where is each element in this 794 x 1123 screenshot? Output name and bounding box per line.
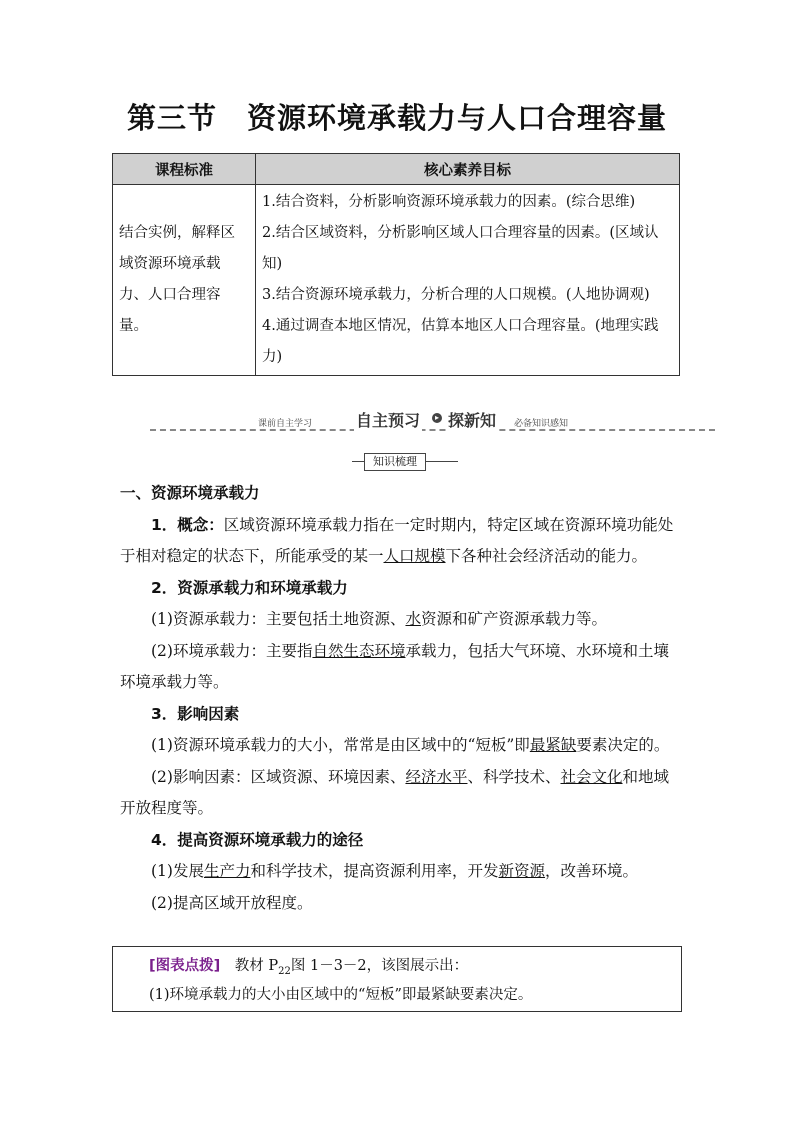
table-header-row (113, 154, 680, 185)
paragraph: (2)影响因素：区域资源、环境因素、经济水平、科学技术、社会文化和地域开放程度等。 (120, 767, 670, 817)
banner-title-left: 自主预习 (354, 408, 422, 431)
goal-item: 4.通过调查本地区情况，估算本地区人口合理容量。(地理实践力) (262, 318, 659, 365)
underlined-term: 新资源 (498, 862, 546, 880)
table-header-goals: 核心素养目标 (256, 154, 680, 185)
banner-arrow-icon: ▸ (432, 413, 442, 423)
underlined-term: 生产力 (203, 862, 251, 880)
literacy-goals-cell (256, 185, 680, 376)
subsection-heading: 4．提高资源环境承载力的途径 (151, 830, 364, 849)
tip-line: (1)环境承载力的大小由区域中的“短板”即最紧缺要素决定。 (149, 987, 533, 1003)
paragraph: (2)环境承载力：主要指自然生态环境承载力，包括大气环境、水环境和土壤环境承载力等。 (120, 641, 669, 691)
banner-title-right: 探新知 (446, 408, 498, 431)
paragraph: (1)资源环境承载力的大小，常常是由区域中的“短板”即最紧缺要素决定的。 (151, 736, 670, 754)
banner-left-caption: 课前自主学习 (258, 419, 313, 429)
goal-item: 3.结合资源环境承载力，分析合理的人口规模。(人地协调观) (262, 287, 650, 303)
underlined-term: 人口规模 (383, 547, 446, 565)
table-header-standard: 课程标准 (113, 154, 256, 185)
knowledge-tag: 知识梳理 (364, 453, 426, 471)
table-row (113, 185, 680, 376)
underlined-term: 经济水平 (405, 767, 468, 786)
page-title: 第三节 资源环境承载力与人口合理容量 (126, 101, 667, 135)
curriculum-standard-cell: 结合实例，解释区域资源环境承载力、人口合理容量。 (113, 185, 256, 376)
subsection-heading: 3．影响因素 (151, 704, 240, 723)
tip-line: [图表点拨] 教材 $P_{22}$图 1－3－2，该图展示出： (149, 958, 469, 977)
underlined-term: 自然生态环境 (312, 641, 406, 660)
paragraph: (2)提高区域开放程度。 (151, 893, 313, 912)
curriculum-table (112, 153, 680, 376)
goal-item: 2.结合区域资料，分析影响区域人口合理容量的因素。(区域认知) (262, 225, 659, 272)
goal-item: 1.结合资料，分析影响资源环境承载力的因素。(综合思维) (262, 194, 636, 210)
underlined-term: 水 (405, 610, 421, 628)
section-banner (150, 408, 715, 436)
paragraph: (1)资源承载力：主要包括土地资源、水资源和矿产资源承载力等。 (151, 610, 607, 628)
main-content (120, 478, 680, 919)
banner-dashed-line (150, 429, 715, 431)
paragraph: (1)发展生产力和科学技术，提高资源利用率，开发新资源，改善环境。 (151, 862, 639, 880)
subsection-heading: 2．资源承载力和环境承载力 (151, 578, 348, 597)
tip-label: [图表点拨] (149, 958, 221, 974)
underlined-term: 最紧缺 (529, 736, 577, 754)
figure-tip-box (112, 946, 682, 1012)
paragraph: 1．概念：区域资源环境承载力指在一定时期内，特定区域在资源环境功能处于相对稳定的状态下，所能承受的某一人口规模下各种社会经济活动的能力。 (120, 515, 674, 565)
banner-right-caption: 必备知识感知 (514, 419, 569, 429)
section-heading: 一、资源环境承载力 (120, 484, 260, 502)
underlined-term: 社会文化 (560, 767, 623, 786)
